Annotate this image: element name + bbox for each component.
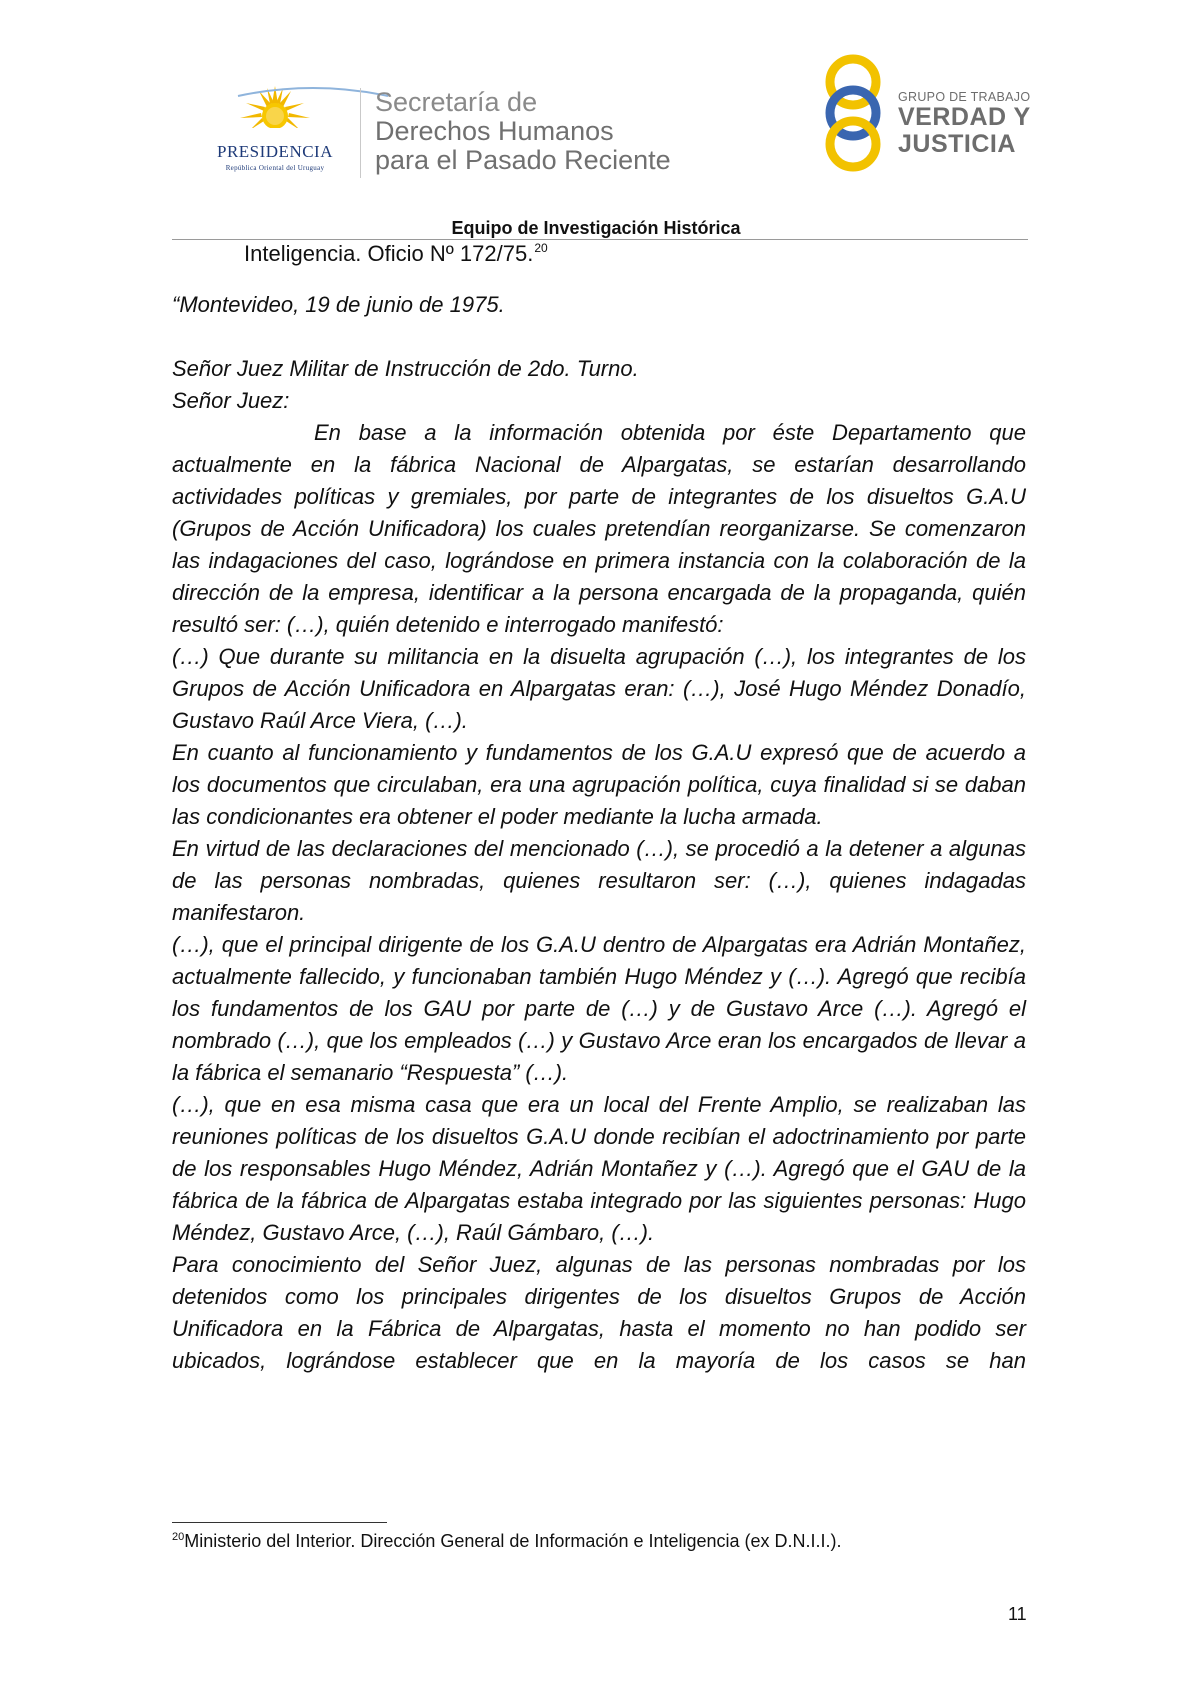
blank-line [172,321,1026,353]
letter-body [172,289,1026,1377]
continuation-line [244,241,548,267]
letter-paragraph: (…), que en esa misma casa que era un local del Frente Amplio, se realizaban las reuniones políticas de los disueltos G.A.U donde recibían el adoctrinamiento por parte de los responsables Hugo Méndez, Adrián Montañez y (…). Agregó que el GAU de la fábrica de la fábrica de Alpargatas estaba integrado por las siguientes personas: Hugo Méndez, Gustavo Arce, (…), Raúl Gámbaro, (…). [172,1092,1026,1245]
presidencia-wordmark: PRESIDENCIA [216,142,333,161]
letter-paragraph: En virtud de las declaraciones del mencionado (…), se procedió a la detener a algunas de las personas nombradas, quienes resultaron ser: (…), quienes indagadas manifestaron. [172,836,1026,925]
header-divider [360,88,361,178]
presidencia-logo [196,84,354,184]
letter-addressee: Señor Juez Militar de Instrucción de 2do. Turno. [172,356,639,381]
letter-paragraph: (…), que el principal dirigente de los G.A.U dentro de Alpargatas era Adrián Montañez, actualmente fallecido, y funcionaban también Hugo Méndez y (…). Agregó que recibía los fundamentos de los GAU por parte de (…) y de Gustavo Arce (…). Agregó el nombrado (…), que los empleados (…) y Gustavo Arce eran los encargados de llevar a la fábrica el semanario “Respuesta” (…). [172,932,1026,1085]
gtvj-line-2: VERDAD Y [898,103,1031,131]
verdad-justicia-logo-text [898,90,1031,158]
letter-paragraph: En cuanto al funcionamiento y fundamentos de los G.A.U expresó que de acuerdo a los documentos que circulaban, era una agrupación política, cuya finalidad si se daban las condicionantes era obtener el poder mediante la lucha armada. [172,740,1026,829]
letter-paragraph: En base a la información obtenida por éste Departamento que actualmente en la fábrica Nacional de Alpargatas, se estarían desarrollando actividades políticas y gremiales, por parte de integrantes de los disueltos G.A.U (Grupos de Acción Unificadora) los cuales pretendían reorganizarse. Se comenzaron las indagaciones del caso, lográndose en primera instancia con la colaboración de la dirección de la empresa, identificar a la persona encargada de la propaganda, quién resultó ser: (…), quién detenido e interrogado manifestó: [172,420,1026,637]
team-heading-text: Equipo de Investigación Histórica [451,218,741,238]
footnote-separator [172,1522,387,1523]
gtvj-line-1: GRUPO DE TRABAJO [898,90,1031,104]
footnote-text: Ministerio del Interior. Dirección General de Información e Inteligencia (ex D.N.I.I.). [184,1531,842,1551]
letter-date: “Montevideo, 19 de junio de 1975. [172,292,505,317]
footnote [172,1531,842,1552]
secretaria-line-1: Secretaría de [375,87,538,117]
secretaria-line-2: Derechos Humanos [375,116,614,146]
letter-salutation: Señor Juez: [172,388,290,413]
footnote-reference: 20 [534,241,548,255]
horizon-arc-icon [236,84,390,98]
header-rule [172,239,1028,240]
continuation-text: Inteligencia. Oficio Nº 172/75. [244,241,534,266]
letter-paragraph: Para conocimiento del Señor Juez, algunas de las personas nombradas por los detenidos como los principales dirigentes de los disueltos Grupos de Acción Unificadora en la Fábrica de Alpargatas, hasta el momento no han podido ser ubicados, lográndose establecer que en la mayoría de los casos se han [172,1252,1026,1373]
secretaria-logo-text [375,88,671,175]
verdad-justicia-rings-icon [816,54,890,172]
team-heading [0,218,1190,239]
secretaria-line-3: para el Pasado Reciente [375,145,671,175]
presidencia-subtitle: República Oriental del Uruguay [225,164,325,172]
footnote-number: 20 [172,1531,185,1543]
letter-paragraph: (…) Que durante su militancia en la disuelta agrupación (…), los integrantes de los Grupos de Acción Unificadora en Alpargatas eran: (…), José Hugo Méndez Donadío, Gustavo Raúl Arce Viera, (…). [172,644,1026,733]
page-number: 11 [1008,1604,1027,1624]
gtvj-line-3: JUSTICIA [898,130,1016,158]
